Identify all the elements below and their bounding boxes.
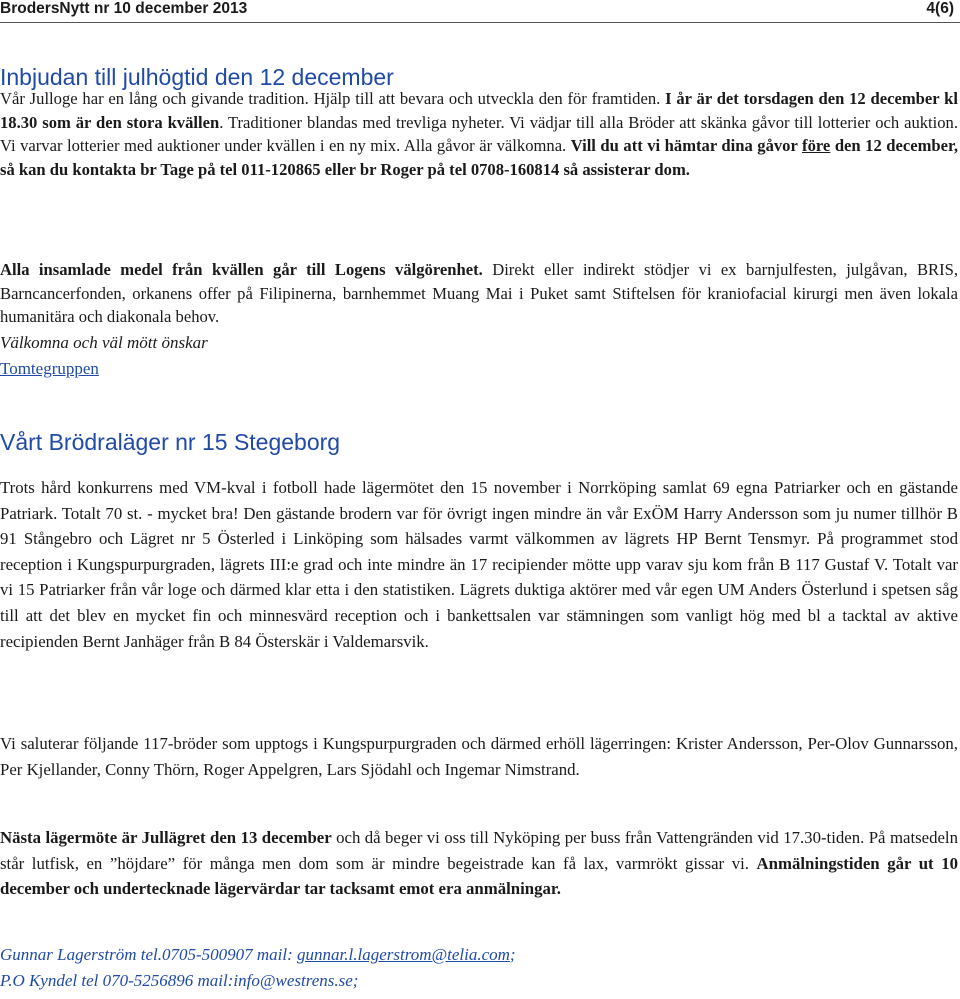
newsletter-title: BrodersNytt nr 10 december 2013: [0, 0, 248, 17]
signature-tomtegruppen: Tomtegruppen: [0, 359, 99, 378]
salute-section: [0, 731, 958, 782]
camp-heading: Vårt Brödraläger nr 15 Stegeborg: [0, 429, 341, 455]
charity-paragraph: Alla insamlade medel från kvällen går till Logens välgörenhet. Direkt eller indirekt stödjer vi ex barnjulfesten, julgåvan, BRIS, Barncancerfonden, orkanens offer på Filipinerna, barnhemmet Muang Mai i Puket samt Stiftelsen för kraniofacial kirurgi men även lokala humanitära och diakonala behov.: [0, 260, 958, 326]
page-number: 4(6): [926, 0, 954, 17]
camp-paragraph-2: Vi saluterar följande 117-bröder som upptogs i Kungspurpurgraden och därmed erhöll lägerringen: Krister Andersson, Per-Olov Gunnarsson, Per Kjellander, Conny Thörn, Roger Appelgren, Lars Sjödahl och Ingemar Nimstrand.: [0, 734, 958, 779]
email-link-gunnar[interactable]: gunnar.l.lagerstrom@telia.com: [297, 945, 510, 964]
camp-paragraph-3: Nästa lägermöte är Jullägret den 13 december och då beger vi oss till Nyköping per buss från Vattengränden vid 17.30-tiden. På matsedeln står lutfisk, en ”höjdare” för många men dom som är mindre begeistrade kan få lax, varmrökt gissar vi. Anmälningstiden går ut 10 december och undertecknade lägervärdar tar tacksamt emot era anmälningar.: [0, 828, 958, 899]
camp-section: [0, 475, 958, 654]
invitation-heading: Inbjudan till julhögtid den 12 december: [0, 64, 394, 90]
invitation-section: [0, 87, 958, 181]
invitation-paragraph: Vår Julloge har en lång och givande tradition. Hjälp till att bevara och utveckla den för framtiden. I år är det torsdagen den 12 december kl 18.30 som är den stora kvällen. Traditioner blandas med trevliga nyheter. Vi vädjar till alla Bröder att skänka gåvor till lotterier och auktion. Vi varvar lotterier med auktioner under kvällen i en ny mix. Alla gåvor är välkomna. Vill du att vi hämtar dina gåvor före den 12 december, så kan du kontakta br Tage på tel 011-120865 eller br Roger på tel 0708-160814 så assisterar dom.: [0, 89, 958, 179]
next-meeting-section: [0, 825, 958, 902]
contact-po-kyndel: P.O Kyndel tel 070-5256896 mail:info@westrens.se;: [0, 971, 359, 990]
page-header: [0, 0, 960, 22]
header-divider: [0, 22, 960, 23]
welcome-line: Välkomna och väl mött önskar: [0, 333, 208, 352]
camp-paragraph-1: Trots hård konkurrens med VM-kval i fotboll hade lägermötet den 15 november i Norrköping samlat 69 egna Patriarker och en gästande Patriark. Totalt 70 st. - mycket bra! Den gästande brodern var för övrigt ingen mindre än vår ExÖM Harry Andersson som ju numer tillhör B 91 Stångebro och Lägret nr 5 Österled i Linköping som hälsades varmt välkommen av lägrets HP Bernt Tensmyr. På programmet stod reception i Kungspurpurgraden, lägrets III:e grad och inte mindre än 17 recipiender mötte upp varav sju kom från B 117 Gustaf V. Totalt var vi 15 Patriarker från vår loge och därmed klar etta i den statistiken. Lägrets duktiga aktörer med vår egen UM Anders Österlund i spetsen såg till att det blev en mycket fin och minnesvärd reception och i bankettsalen var stämningen som vanligt hög med bl a tacktal av aktive recipienden Bernt Janhäger från B 84 Österskär i Valdemarsvik.: [0, 478, 958, 651]
charity-section: [0, 258, 958, 329]
contact-gunnar: Gunnar Lagerström tel.0705-500907 mail: gunnar.l.lagerstrom@telia.com;: [0, 945, 516, 964]
